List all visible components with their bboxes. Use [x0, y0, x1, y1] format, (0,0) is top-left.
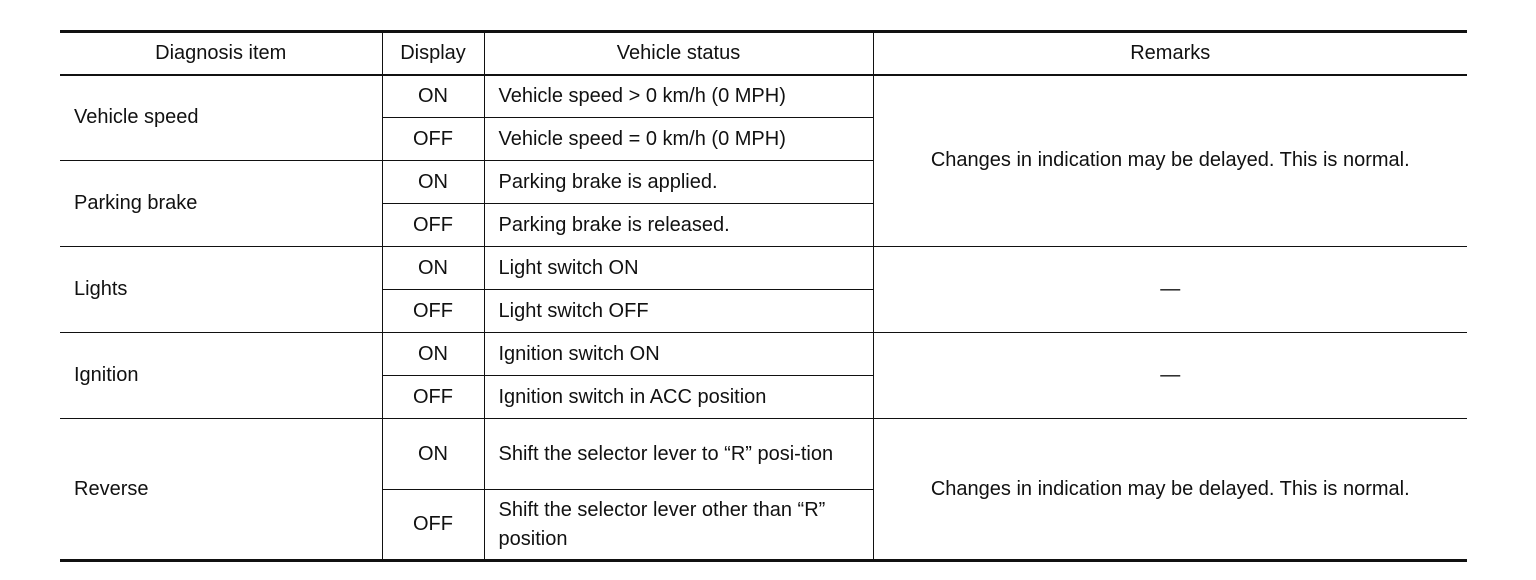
table-row [60, 247, 1467, 290]
display-cell: ON [382, 161, 484, 204]
display-cell: OFF [382, 118, 484, 161]
display-cell: ON [382, 419, 484, 490]
remarks-cell: — [873, 333, 1467, 419]
vehicle-status-cell: Ignition switch in ACC position [484, 376, 873, 419]
display-cell: OFF [382, 204, 484, 247]
diagnosis-table [60, 30, 1467, 562]
diagnosis-item-cell: Vehicle speed [60, 75, 382, 161]
remarks-cell: Changes in indication may be delayed. This is normal. [873, 419, 1467, 561]
vehicle-status-cell: Parking brake is applied. [484, 161, 873, 204]
diagnosis-item-cell: Parking brake [60, 161, 382, 247]
vehicle-status-cell: Shift the selector lever other than “R” position [484, 490, 873, 561]
diagnosis-item-cell: Ignition [60, 333, 382, 419]
header-remarks: Remarks [873, 32, 1467, 75]
display-cell: ON [382, 333, 484, 376]
display-cell: ON [382, 75, 484, 118]
diagnosis-item-cell: Reverse [60, 419, 382, 561]
remarks-cell: Changes in indication may be delayed. This is normal. [873, 75, 1467, 247]
table-row [60, 419, 1467, 490]
diagnosis-item-cell: Lights [60, 247, 382, 333]
vehicle-status-cell: Parking brake is released. [484, 204, 873, 247]
display-cell: OFF [382, 290, 484, 333]
vehicle-status-cell: Light switch ON [484, 247, 873, 290]
display-cell: OFF [382, 376, 484, 419]
vehicle-status-cell: Shift the selector lever to “R” posi-tion [484, 419, 873, 490]
table-row [60, 75, 1467, 118]
header-display: Display [382, 32, 484, 75]
header-vehicle-status: Vehicle status [484, 32, 873, 75]
remarks-cell: — [873, 247, 1467, 333]
display-cell: ON [382, 247, 484, 290]
vehicle-status-cell: Vehicle speed = 0 km/h (0 MPH) [484, 118, 873, 161]
header-diagnosis-item: Diagnosis item [60, 32, 382, 75]
display-cell: OFF [382, 490, 484, 561]
vehicle-status-cell: Vehicle speed > 0 km/h (0 MPH) [484, 75, 873, 118]
vehicle-status-cell: Ignition switch ON [484, 333, 873, 376]
vehicle-status-cell: Light switch OFF [484, 290, 873, 333]
table-row [60, 333, 1467, 376]
table-header-row [60, 32, 1467, 75]
